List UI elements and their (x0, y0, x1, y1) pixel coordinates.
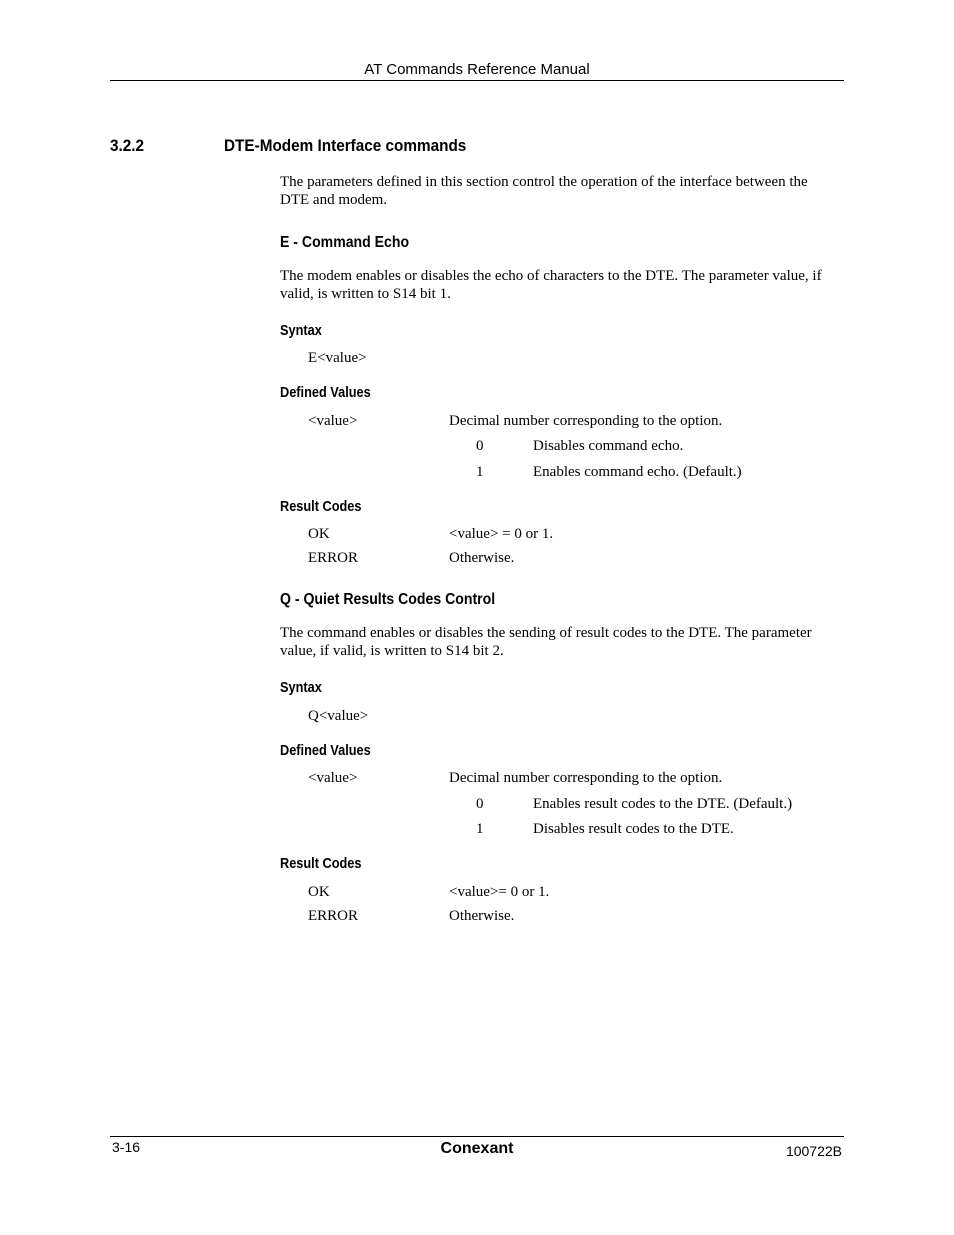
param-description: Decimal number corresponding to the option. (449, 770, 723, 786)
footer-brand: Conexant (440, 1140, 514, 1157)
result-code-description: <value>= 0 or 1. (449, 884, 550, 900)
result-code-description: <value> = 0 or 1. (449, 526, 554, 542)
command-description: The command enables or disables the sending of result codes to the DTE. The parameter value, if valid, is written to S14 bit 2. (280, 625, 812, 659)
syntax-value: Q<value> (308, 708, 369, 724)
document-number: 100722B (785, 1143, 842, 1159)
footer-rule (110, 1136, 844, 1137)
param-description: Decimal number corresponding to the option. (449, 413, 723, 429)
command-heading: E - Command Echo (280, 234, 410, 251)
option-description: Disables command echo. (533, 438, 684, 454)
option-value: 1 (476, 464, 484, 480)
result-code: OK (308, 884, 330, 900)
result-code: OK (308, 526, 330, 542)
syntax-heading: Syntax (280, 679, 322, 696)
section-intro: The parameters defined in this section control the operation of the interface between the DTE and modem. (280, 174, 808, 208)
running-header: AT Commands Reference Manual (364, 61, 590, 78)
syntax-heading: Syntax (280, 322, 322, 339)
result-codes-heading: Result Codes (280, 498, 362, 515)
result-code: ERROR (308, 550, 359, 566)
option-value: 1 (476, 821, 484, 837)
result-code-description: Otherwise. (449, 908, 515, 924)
result-codes-heading: Result Codes (280, 855, 362, 872)
command-description: The modem enables or disables the echo of characters to the DTE. The parameter value, if valid, is written to S14 bit 1. (280, 268, 822, 302)
option-value: 0 (476, 796, 484, 812)
header-rule (110, 80, 844, 81)
param-name: <value> (308, 413, 358, 429)
option-description: Enables command echo. (Default.) (533, 464, 742, 480)
page-number: 3-16 (112, 1139, 141, 1155)
defined-values-heading: Defined Values (280, 742, 371, 759)
defined-values-heading: Defined Values (280, 384, 371, 401)
command-heading: Q - Quiet Results Codes Control (280, 591, 496, 608)
syntax-value: E<value> (308, 350, 367, 366)
result-code: ERROR (308, 908, 359, 924)
result-code-description: Otherwise. (449, 550, 515, 566)
section-title: DTE-Modem Interface commands (224, 136, 467, 155)
option-description: Enables result codes to the DTE. (Default.) (533, 796, 793, 812)
section-number: 3.2.2 (110, 136, 145, 155)
param-name: <value> (308, 770, 358, 786)
option-description: Disables result codes to the DTE. (533, 821, 734, 837)
option-value: 0 (476, 438, 484, 454)
